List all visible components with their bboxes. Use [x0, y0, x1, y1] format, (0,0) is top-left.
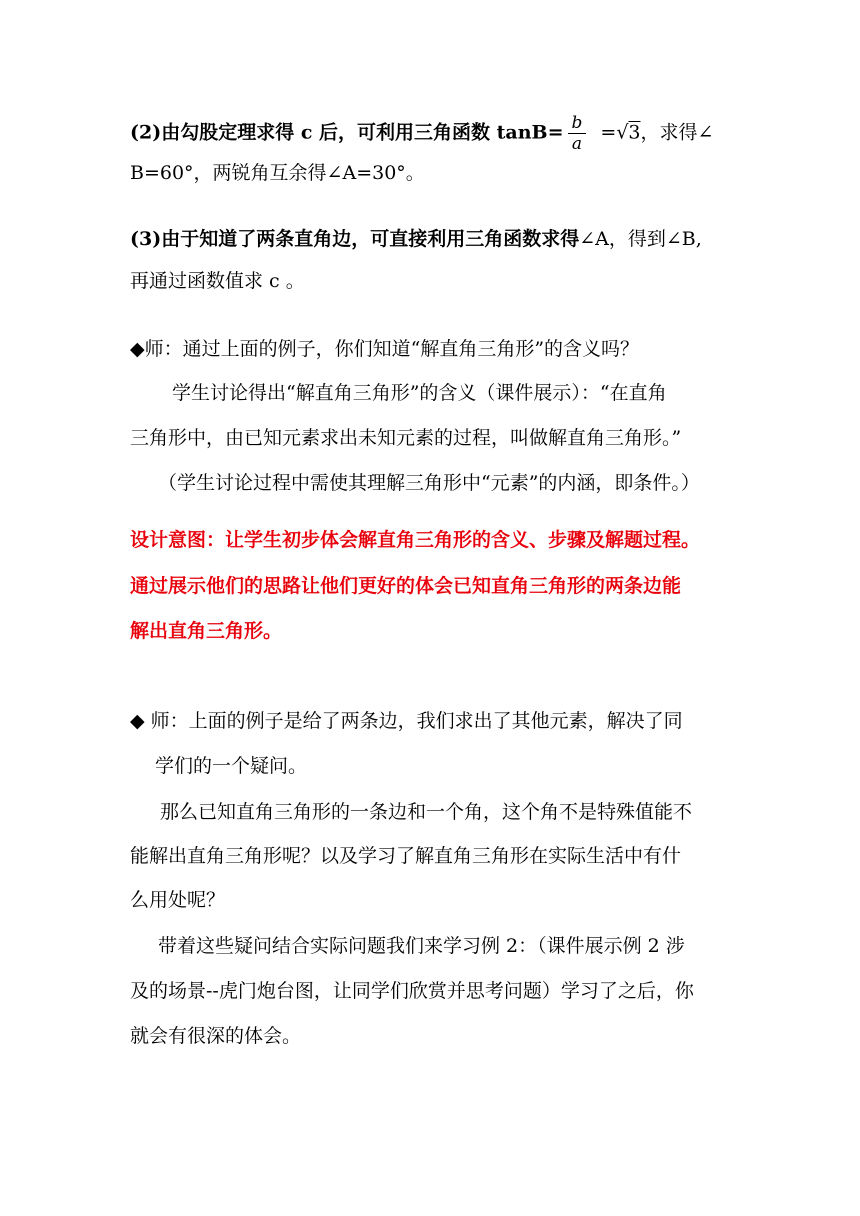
diamond-bullet-icon: ◆	[130, 338, 145, 360]
discussion-line3: （学生讨论过程中需使其理解三角形中“元素”的内涵，即条件。）	[158, 472, 700, 494]
teacher-remark-2-line2: 学们的一个疑问。	[155, 755, 308, 777]
discussion-line1: 学生讨论得出“解直角三角形”的含义（课件展示）：“在直角	[172, 382, 667, 404]
question-line3: 么用处呢？	[130, 889, 226, 911]
sqrt-sign: √	[616, 121, 629, 144]
design-intent-line3: 解出直角三角形。	[130, 620, 283, 642]
discussion-line2: 三角形中，由已知元素求出未知元素的过程，叫做解直角三角形。”	[130, 427, 682, 449]
b-over-a-fraction	[568, 113, 587, 154]
design-intent-line2: 通过展示他们的思路让他们更好的体会已知直角三角形的两条边能	[130, 575, 682, 597]
step3-tail: ∠A，得到∠B,	[579, 228, 702, 250]
step2-lead: (2)由勾股定理求得 c 后，可利用三角函数 tanB=	[130, 121, 564, 144]
teacher-remark-1-text: 师：通过上面的例子，你们知道“解直角三角形”的含义吗？	[144, 338, 640, 360]
example2-line2: 及的场景--虎门炮台图，让同学们欣赏并思考问题）学习了之后，你	[130, 980, 694, 1002]
step2-tail: ，求得∠	[640, 121, 714, 144]
fraction-numerator: b	[568, 113, 587, 134]
example2-line1: 带着这些疑问结合实际问题我们来学习例 2：（课件展示例 2 涉	[158, 935, 685, 957]
step3-line2: 再通过函数值求 c 。	[130, 270, 305, 292]
step2-line1	[130, 113, 713, 154]
sqrt-three	[616, 122, 640, 144]
equals-sign: =	[600, 121, 617, 144]
step3-lead: (3)由于知道了两条直角边，可直接利用三角函数求得	[130, 228, 580, 250]
design-intent-line1: 设计意图：让学生初步体会解直角三角形的含义、步骤及解题过程。	[130, 529, 701, 551]
question-line1: 那么已知直角三角形的一条边和一个角，这个角不是特殊值能不	[160, 801, 693, 823]
step2-line2: B=60°，两锐角互余得∠A=30°。	[130, 162, 425, 184]
fraction-denominator: a	[571, 134, 583, 154]
teacher-remark-2	[130, 710, 683, 732]
diamond-bullet-icon: ◆	[130, 710, 145, 732]
teacher-remark-2-text: 师：上面的例子是给了两条边，我们求出了其他元素，解决了同	[150, 710, 683, 732]
question-line2: 能解出直角三角形呢？以及学习了解直角三角形在实际生活中有什	[130, 845, 682, 867]
teacher-remark-1	[130, 338, 639, 360]
step3-line1	[130, 228, 702, 250]
sqrt-radicand: 3	[628, 121, 641, 144]
example2-line3: 就会有很深的体会。	[130, 1025, 302, 1047]
